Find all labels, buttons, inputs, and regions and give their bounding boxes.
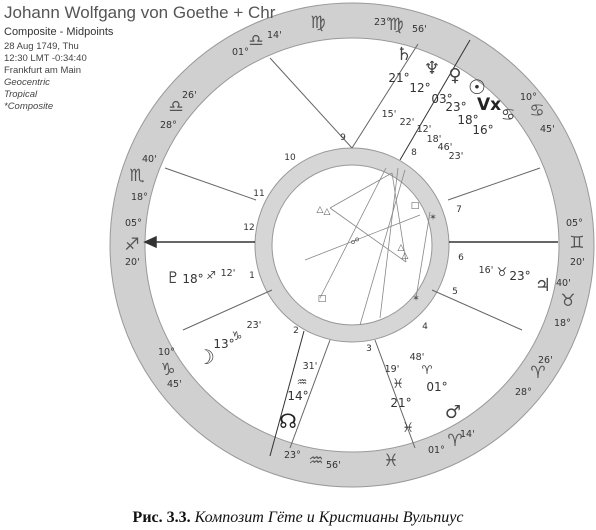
pisces-glyph: ♓ [383, 451, 399, 471]
info-date: 28 Aug 1749, Thu [4, 41, 79, 52]
planet-degree: 18' [426, 134, 442, 145]
aquarius-planet-glyph: ♒ [296, 375, 308, 389]
planet-degree: 21° [390, 396, 412, 410]
info-tropical: Tropical [4, 89, 38, 100]
cusp-label: 05° [566, 218, 583, 229]
chart-title: Johann Wolfgang von Goethe + Chr [4, 3, 276, 22]
cusp-label: 20' [125, 257, 140, 268]
cusp-label: 01° [428, 445, 445, 456]
cancer-planet-glyph: ♋ [500, 105, 516, 124]
cusp-label: 23° [284, 450, 301, 461]
opposition-glyph: ☍ [350, 237, 360, 247]
vertex-glyph: Vx [476, 95, 502, 115]
square-glyph: □ [317, 294, 327, 304]
planet-degree: 16° [472, 123, 494, 137]
cusp-label: 26' [538, 355, 553, 366]
planet-degree: 12' [416, 124, 432, 135]
figure-caption [0, 509, 596, 527]
saturn-glyph: ♄ [395, 44, 413, 65]
planet-degree: 19' [384, 364, 400, 375]
planet-degree: 23' [448, 151, 464, 162]
planet-degree: 23° [509, 269, 531, 283]
planet-degree: 03° [431, 92, 453, 106]
pisces-planet-glyph: ♓ [392, 377, 404, 392]
aries-glyph: ♈ [447, 431, 463, 451]
cusp-label: 56' [326, 460, 341, 471]
info-composite: *Composite [4, 101, 54, 112]
planet-degree: 31' [302, 361, 318, 372]
figure-text: Композит Гёте и Кристианы Вульпиус [194, 509, 464, 526]
cancer-glyph: ♋ [529, 101, 545, 121]
planet-degree: 46' [437, 142, 453, 153]
aries-glyph-2: ♈ [530, 363, 546, 383]
cusp-label: 18° [131, 192, 148, 203]
moon-glyph: ☽ [197, 345, 215, 369]
square-glyph: □ [410, 201, 420, 211]
mars-glyph: ♂ [444, 402, 462, 423]
house-number: 8 [411, 148, 417, 158]
pluto-glyph: ♇ [165, 268, 181, 287]
planet-degree: 16' [478, 265, 494, 276]
planet-degree: 23° [445, 100, 467, 114]
trine-glyph: △ [397, 243, 405, 253]
figure-label: Рис. 3.3. [132, 509, 191, 526]
trine-glyph: △ [323, 207, 331, 217]
sun-glyph: ☉ [468, 75, 486, 99]
house-number: 1 [249, 271, 255, 281]
house-number: 3 [366, 344, 372, 354]
planet-degree: 12' [220, 268, 236, 279]
capricorn-planet-glyph: ♑ [231, 329, 243, 343]
planet-degree: 23' [246, 320, 262, 331]
house-number: 5 [452, 287, 458, 297]
planet-degree: 22' [399, 117, 415, 128]
sagittarius-planet-glyph: ♐ [206, 269, 216, 282]
north-node-glyph: ☊ [279, 409, 297, 433]
house-number: 2 [293, 326, 299, 336]
jupiter-glyph: ♃ [534, 275, 552, 296]
virgo-glyph-2: ♍ [388, 15, 404, 35]
scorpio-glyph: ♏ [129, 166, 145, 186]
planet-degree: 21° [388, 71, 410, 85]
sagittarius-glyph: ♐ [124, 235, 140, 255]
sextile-glyph: ✶ [429, 213, 437, 223]
house-number: 9 [340, 133, 346, 143]
cusp-label: 20' [570, 257, 585, 268]
aquarius-glyph: ♒ [308, 451, 324, 471]
cusp-label: 23° [374, 17, 391, 28]
cusp-label: 26' [182, 90, 197, 101]
info-time: 12:30 LMT -0:34:40 [4, 53, 87, 64]
cusp-label: 40' [142, 154, 157, 165]
planet-degree: 18° [182, 272, 204, 286]
planet-degree: 18° [457, 113, 479, 127]
cusp-label: 05° [125, 218, 142, 229]
taurus-glyph: ♉ [560, 291, 576, 311]
sextile-glyph: ✶ [412, 294, 420, 304]
cusp-label: 28° [515, 387, 532, 398]
trine-glyph: △ [316, 205, 324, 215]
virgo-glyph: ♍ [310, 13, 326, 33]
taurus-planet-glyph: ♉ [496, 265, 508, 279]
cusp-label: 28° [160, 120, 177, 131]
cusp-label: 40' [556, 278, 571, 289]
house-number: 7 [456, 205, 462, 215]
house-number: 6 [458, 253, 464, 263]
cusp-label: 10° [158, 347, 175, 358]
cusp-label: 45' [167, 379, 182, 390]
venus-glyph: ♀ [448, 65, 462, 86]
capricorn-glyph: ♑ [160, 360, 176, 380]
house-number: 10 [284, 153, 296, 163]
planet-degree: 12° [409, 81, 431, 95]
trine-glyph: △ [401, 251, 409, 261]
gemini-glyph: ♊ [569, 233, 585, 253]
libra-glyph-2: ♎ [168, 97, 184, 117]
aries-planet-glyph: ♈ [421, 363, 433, 377]
house-number: 12 [243, 223, 255, 233]
house-number: 4 [422, 322, 428, 332]
cusp-label: 45' [540, 124, 555, 135]
planet-degree: 15' [381, 109, 397, 120]
cusp-label: 10° [520, 92, 537, 103]
info-geocentric: Geocentric [4, 77, 50, 88]
planet-degree: 14° [287, 389, 309, 403]
chart-subtitle: Composite - Midpoints [4, 26, 114, 38]
planet-degree: 13° [213, 337, 235, 351]
info-place: Frankfurt am Main [4, 65, 82, 76]
house-number: 11 [253, 189, 265, 199]
cusp-label: 14' [460, 429, 475, 440]
neptune-glyph: ♆ [423, 58, 441, 79]
cusp-label: 01° [232, 47, 249, 58]
cusp-label: 14' [267, 30, 282, 41]
cusp-label: 56' [412, 24, 427, 35]
planet-degree: 01° [426, 380, 448, 394]
cusp-label: 18° [554, 318, 571, 329]
pisces-planet-glyph-2: ♓ [402, 421, 414, 436]
libra-glyph: ♎ [248, 31, 264, 51]
planet-degree: 48' [409, 352, 425, 363]
